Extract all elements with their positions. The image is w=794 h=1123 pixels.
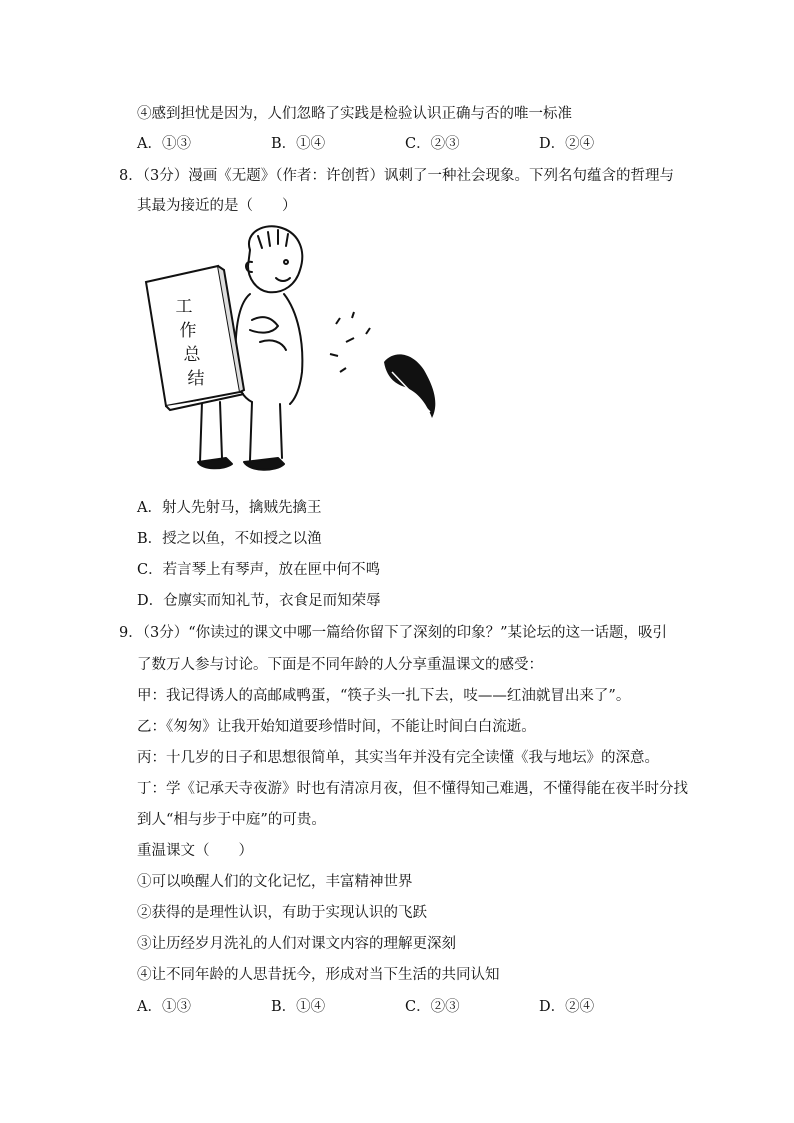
q7-options	[137, 134, 673, 154]
q7-option-d: D．②④	[539, 136, 595, 152]
q8-stem-line1: 8．（3分）漫画《无题》（作者：许创哲）讽刺了一种社会现象。下列名句蕴含的哲理与	[119, 168, 674, 184]
q9-option-a: A．①③	[137, 999, 191, 1015]
q8-stem-line2: 其最为接近的是（ ）	[137, 198, 297, 214]
cartoon-text-1: 工	[175, 297, 193, 317]
q9-option-c: C．②③	[405, 999, 460, 1015]
cartoon-text-4: 结	[187, 369, 205, 389]
q9-statement-4: ④让不同年龄的人思昔抚今，形成对当下生活的共同认知	[137, 967, 500, 983]
q8-option-d: D．仓廪实而知礼节，衣食足而知荣辱	[137, 593, 381, 609]
q9-speaker-ding-line2: 到人“相与步于中庭”的可贵。	[137, 812, 326, 828]
q9-speaker-jia: 甲：我记得诱人的高邮咸鸭蛋，“筷子头一扎下去，吱——红油就冒出来了”。	[137, 688, 631, 704]
q9-speaker-yi: 乙：《匆匆》让我开始知道要珍惜时间，不能让时间白白流逝。	[137, 719, 536, 735]
q9-statement-3: ③让历经岁月洗礼的人们对课文内容的理解更深刻	[137, 936, 456, 952]
q7-option-a: A．①③	[137, 136, 191, 152]
q7-statement-4: ④感到担忧是因为，人们忽略了实践是检验认识正确与否的唯一标准	[137, 106, 572, 122]
q7-option-c: C．②③	[405, 136, 460, 152]
cartoon-illustration	[140, 222, 445, 490]
q9-statement-2: ②获得的是理性认识，有助于实现认识的飞跃	[137, 905, 427, 921]
cartoon-text-2: 作	[179, 321, 197, 341]
cartoon-text-3: 总	[183, 345, 201, 365]
q8-option-a: A．射人先射马，擒贼先擒王	[137, 500, 322, 516]
q9-speaker-ding-line1: 丁：学《记承天寺夜游》时也有清凉月夜，但不懂得知己难遇，不懂得能在夜半时分找	[137, 781, 688, 797]
q9-option-d: D．②④	[539, 999, 595, 1015]
q9-prompt: 重温课文（ ）	[137, 843, 253, 859]
q9-speaker-bing: 丙：十几岁的日子和思想很简单，其实当年并没有完全读懂《我与地坛》的深意。	[137, 750, 659, 766]
q8-option-b: B．授之以鱼，不如授之以渔	[137, 531, 322, 547]
q9-stem-line1: 9．（3分）“你读过的课文中哪一篇给你留下了深刻的印象？”某论坛的这一话题，吸引	[119, 625, 668, 641]
q9-options	[137, 997, 673, 1017]
q7-option-b: B．①④	[271, 136, 326, 152]
q9-option-b: B．①④	[271, 999, 326, 1015]
q8-option-c: C．若言琴上有琴声，放在匣中何不鸣	[137, 562, 381, 578]
q9-statement-1: ①可以唤醒人们的文化记忆，丰富精神世界	[137, 874, 413, 890]
q9-stem-line2: 了数万人参与讨论。下面是不同年龄的人分享重温课文的感受：	[137, 657, 543, 673]
